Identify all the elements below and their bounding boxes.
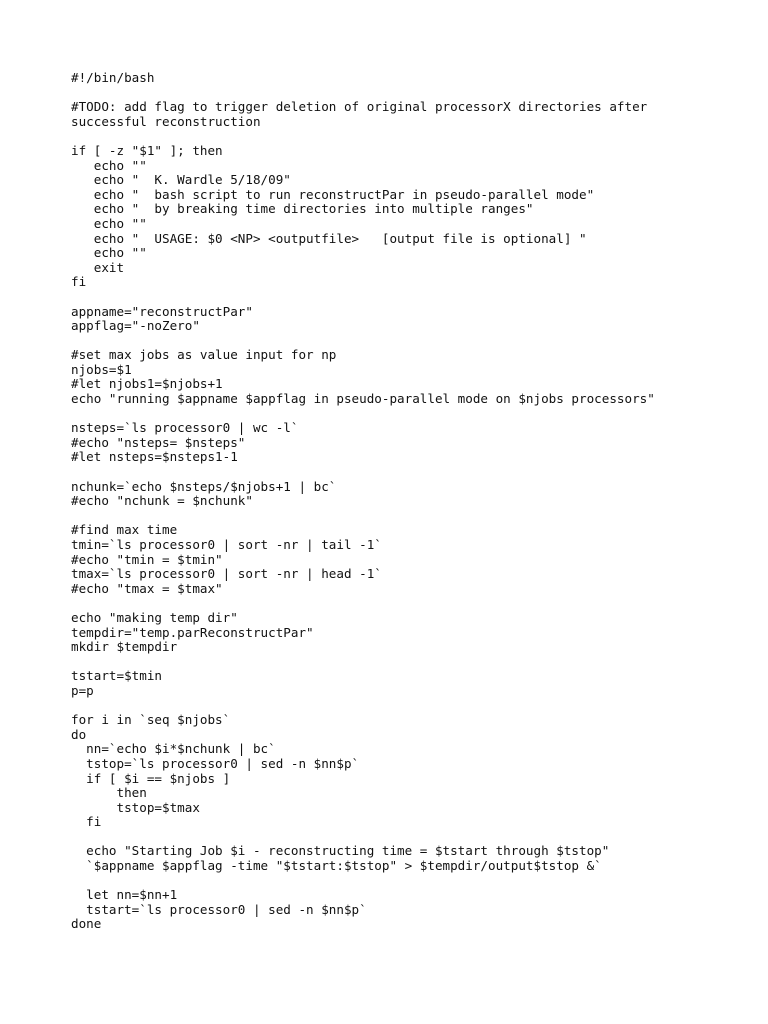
code-line: echo "making temp dir" [71,609,238,625]
code-line: #TODO: add flag to trigger deletion of original processorX directories after [71,99,648,115]
code-line: done [71,916,102,932]
code-line: tstop=`ls processor0 | sed -n $nn$p` [71,755,360,771]
code-line: nsteps=`ls processor0 | wc -l` [71,420,299,436]
blank-line [71,465,751,480]
code-line: echo " K. Wardle 5/18/09" [71,172,291,188]
code-line: do [71,726,87,742]
code-line: for i in `seq $njobs` [71,712,231,728]
blank-line [71,509,751,524]
code-line: `$appname $appflag -time "$tstart:$tstop" > $tempdir/output$tstop &` [71,858,602,874]
code-line: #echo "nchunk = $nchunk" [71,493,253,509]
code-line: fi [71,274,87,290]
code-line: if [ -z "$1" ]; then [71,142,223,158]
code-line: appname="reconstructPar" [71,303,253,319]
code-line: tstart=`ls processor0 | sed -n $nn$p` [71,901,367,917]
code-line: successful reconstruction [71,113,261,129]
code-line: #find max time [71,522,178,538]
code-line: tempdir="temp.parReconstructPar" [71,624,314,640]
script-text [71,71,751,932]
blank-line [71,699,751,714]
code-line: nn=`echo $i*$nchunk | bc` [71,741,276,757]
code-line: exit [71,259,125,275]
blank-line [71,874,751,889]
code-line: echo "running $appname $appflag in pseudo-parallel mode on $njobs processors" [71,391,655,407]
code-line: nchunk=`echo $nsteps/$njobs+1 | bc` [71,478,337,494]
code-line: let nn=$nn+1 [71,887,178,903]
code-line: tstart=$tmin [71,668,162,684]
blank-line [71,334,751,349]
code-line: #echo "tmin = $tmin" [71,551,223,567]
code-line: tstop=$tmax [71,799,200,815]
code-line: echo "" [71,157,147,173]
blank-line [71,830,751,845]
code-line: echo " by breaking time directories into multiple ranges" [71,201,534,217]
code-line: #echo "tmax = $tmax" [71,580,223,596]
code-line: #let nsteps=$nsteps1-1 [71,449,238,465]
code-line: #set max jobs as value input for np [71,347,337,363]
blank-line [71,290,751,305]
blank-line [71,86,751,101]
blank-line [71,407,751,422]
code-line: appflag="-noZero" [71,318,200,334]
code-line: p=p [71,682,94,698]
code-line: njobs=$1 [71,361,132,377]
code-line: if [ $i == $njobs ] [71,770,231,786]
code-line: #!/bin/bash [71,70,155,85]
code-line: echo "" [71,215,147,231]
code-line: tmax=`ls processor0 | sort -nr | head -1` [71,566,382,582]
code-line: echo " USAGE: $0 <NP> <outputfile> [output file is optional] " [71,230,587,246]
code-line: tmin=`ls processor0 | sort -nr | tail -1` [71,537,382,552]
code-line: mkdir $tempdir [71,639,178,655]
code-line: echo "" [71,245,147,261]
code-line: #echo "nsteps= $nsteps" [71,434,246,450]
blank-line [71,129,751,144]
code-line: echo "Starting Job $i - reconstructing time = $tstart through $tstop" [71,843,610,859]
code-line: then [71,785,147,801]
code-line: echo " bash script to run reconstructPar in pseudo-parallel mode" [71,186,595,202]
code-line: #let njobs1=$njobs+1 [71,376,223,392]
code-line: fi [71,814,102,830]
blank-line [71,655,751,670]
blank-line [71,596,751,611]
